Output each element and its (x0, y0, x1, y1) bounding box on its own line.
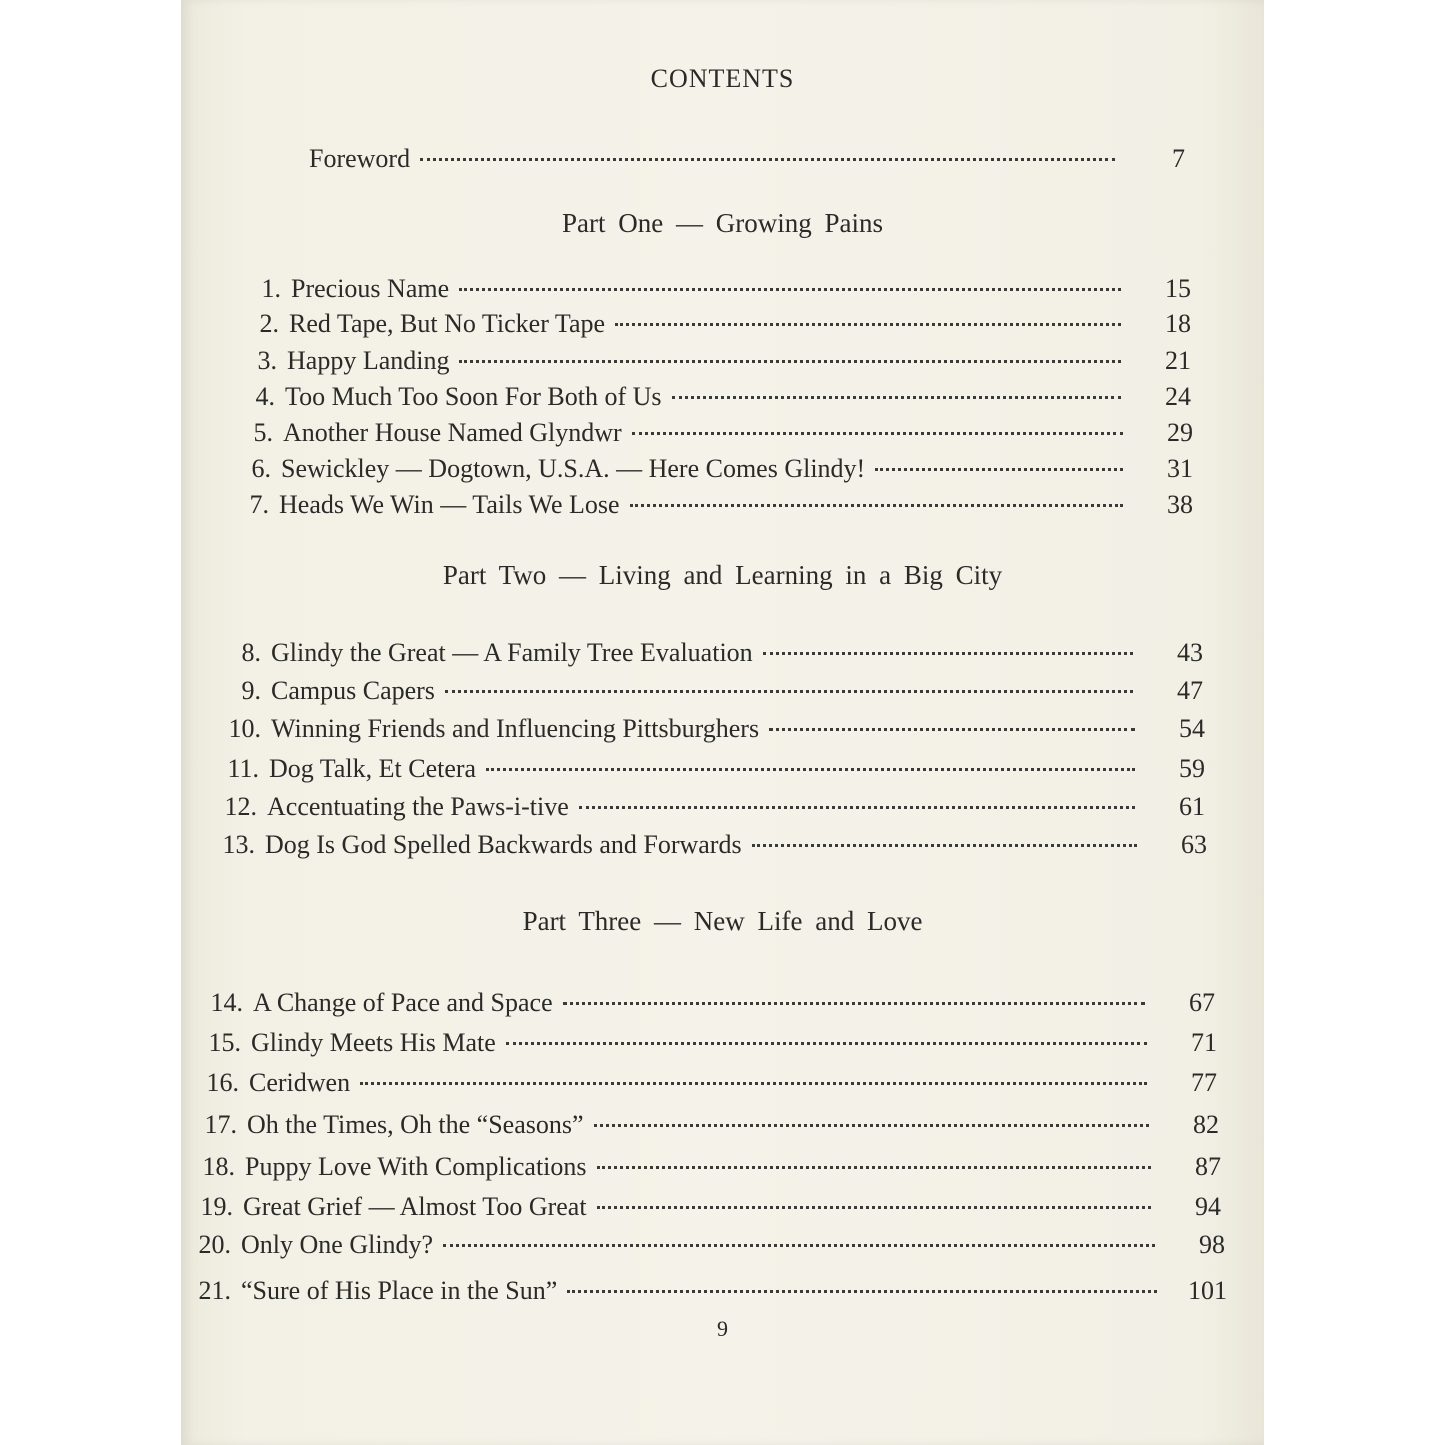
toc-entry (181, 1230, 1225, 1266)
toc-entry-page: 15 (1165, 274, 1191, 303)
toc-entry-title: Precious Name (291, 274, 450, 303)
toc-entry (223, 418, 1193, 454)
toc-entry-number: 5. (253, 418, 273, 447)
toc-entry (193, 988, 1215, 1024)
toc-entry-title: Dog Is God Spelled Backwards and Forwards (265, 830, 742, 859)
part-heading: Part Three — New Life and Love (522, 906, 923, 936)
toc-entry-page: 31 (1167, 454, 1193, 483)
toc-entry-title: Dog Talk, Et Cetera (269, 754, 477, 783)
toc-entry-page: 47 (1177, 676, 1203, 705)
toc-entry-page: 61 (1179, 792, 1205, 821)
toc-entry-page: 71 (1191, 1028, 1217, 1057)
dot-leader (597, 1166, 1151, 1169)
dot-leader (486, 768, 1135, 771)
toc-entry-page: 67 (1189, 988, 1215, 1017)
dot-leader (459, 360, 1121, 363)
toc-entry (185, 1152, 1221, 1188)
toc-entry-title: Glindy Meets His Mate (251, 1028, 496, 1057)
toc-entry (211, 714, 1205, 750)
toc-entry-number: 4. (255, 382, 275, 411)
toc-entry-title: Great Grief — Almost Too Great (243, 1192, 587, 1221)
toc-entry-page: 54 (1179, 714, 1205, 743)
page-number: 9 (717, 1316, 728, 1341)
toc-entry-page: 87 (1195, 1152, 1221, 1181)
dot-leader (769, 728, 1135, 731)
toc-entry-page: 101 (1188, 1276, 1227, 1305)
dot-leader (594, 1124, 1149, 1127)
toc-entry-title: Campus Capers (271, 676, 435, 705)
toc-entry-number: 20. (198, 1230, 231, 1259)
toc-entry-page: 94 (1195, 1192, 1221, 1221)
toc-entry-number: 13. (222, 830, 255, 859)
dot-leader (567, 1290, 1157, 1293)
toc-entry (231, 274, 1191, 310)
toc-entry (205, 830, 1207, 866)
toc-entry-page: 29 (1167, 418, 1193, 447)
toc-entry-page: 77 (1191, 1068, 1217, 1097)
toc-entry-title: A Change of Pace and Space (253, 988, 553, 1017)
toc-entry-page: 18 (1165, 309, 1191, 338)
toc-entry-number: 14. (210, 988, 243, 1017)
toc-entry (229, 309, 1191, 345)
toc-entry-number: 7. (249, 490, 269, 519)
toc-entry-title: Oh the Times, Oh the “Seasons” (247, 1110, 584, 1139)
toc-entry (207, 792, 1205, 828)
toc-entry-foreword (309, 144, 1185, 180)
dot-leader (360, 1082, 1147, 1085)
toc-entry-number: 18. (202, 1152, 235, 1181)
toc-entry-page: 24 (1165, 382, 1191, 411)
dot-leader (597, 1206, 1151, 1209)
dot-leader (420, 158, 1115, 161)
dot-leader (632, 432, 1123, 435)
toc-entry-number: 10. (228, 714, 261, 743)
contents-heading: CONTENTS (650, 64, 795, 93)
toc-entry (187, 1110, 1219, 1146)
dot-leader (630, 504, 1123, 507)
toc-entry-title: Sewickley — Dogtown, U.S.A. — Here Comes Glindy! (281, 454, 866, 483)
toc-entry-number: 2. (259, 309, 279, 338)
toc-entry-number: 21. (198, 1276, 231, 1305)
toc-entry-title: Too Much Too Soon For Both of Us (285, 382, 662, 411)
part-heading: Part Two — Living and Learning in a Big City (442, 560, 1003, 590)
toc-entry-title: Foreword (309, 144, 411, 173)
toc-entry (225, 382, 1191, 418)
book-page (181, 0, 1264, 1445)
toc-entry-page: 63 (1181, 830, 1207, 859)
toc-entry-number: 16. (206, 1068, 239, 1097)
dot-leader (672, 396, 1121, 399)
toc-entry (219, 490, 1193, 526)
toc-entry-page: 82 (1193, 1110, 1219, 1139)
toc-entry-title: Winning Friends and Influencing Pittsburghers (271, 714, 760, 743)
toc-entry (191, 1028, 1217, 1064)
toc-entry-page: 43 (1177, 638, 1203, 667)
toc-entry-number: 12. (224, 792, 257, 821)
toc-entry-title: Accentuating the Paws-i-tive (267, 792, 569, 821)
toc-entry-title: Puppy Love With Complications (245, 1152, 587, 1181)
toc-entry-page: 7 (1172, 144, 1185, 173)
toc-entry-title: Glindy the Great — A Family Tree Evaluation (271, 638, 753, 667)
toc-entry (227, 346, 1191, 382)
toc-entry-page: 59 (1179, 754, 1205, 783)
toc-entry (189, 1068, 1217, 1104)
toc-entry-number: 19. (200, 1192, 233, 1221)
toc-entry (181, 1276, 1227, 1312)
dot-leader (459, 288, 1121, 291)
dot-leader (615, 323, 1121, 326)
part-heading: Part One — Growing Pains (562, 208, 883, 238)
toc-entry-number: 3. (257, 346, 277, 375)
toc-entry-title: Happy Landing (287, 346, 450, 375)
toc-entry (211, 638, 1203, 674)
toc-entry (209, 754, 1205, 790)
toc-entry-number: 6. (251, 454, 271, 483)
dot-leader (445, 690, 1133, 693)
dot-leader (579, 806, 1135, 809)
toc-entry-number: 11. (227, 754, 259, 783)
toc-entry-number: 9. (241, 676, 261, 705)
toc-entry (211, 676, 1203, 712)
dot-leader (506, 1042, 1147, 1045)
toc-entry-number: 17. (204, 1110, 237, 1139)
dot-leader (443, 1244, 1155, 1247)
dot-leader (563, 1002, 1145, 1005)
toc-entry-title: Red Tape, But No Ticker Tape (289, 309, 606, 338)
toc-entry-title: Only One Glindy? (241, 1230, 434, 1259)
toc-entry (221, 454, 1193, 490)
dot-leader (752, 844, 1137, 847)
toc-entry (183, 1192, 1221, 1228)
toc-entry-number: 15. (208, 1028, 241, 1057)
toc-entry-page: 38 (1167, 490, 1193, 519)
toc-entry-title: Heads We Win — Tails We Lose (279, 490, 620, 519)
toc-entry-number: 8. (241, 638, 261, 667)
dot-leader (763, 652, 1133, 655)
toc-entry-number: 1. (261, 274, 281, 303)
toc-entry-page: 21 (1165, 346, 1191, 375)
toc-entry-title: “Sure of His Place in the Sun” (241, 1276, 558, 1305)
toc-entry-page: 98 (1199, 1230, 1225, 1259)
toc-entry-title: Ceridwen (249, 1068, 351, 1097)
toc-entry-title: Another House Named Glyndwr (283, 418, 622, 447)
dot-leader (875, 468, 1123, 471)
